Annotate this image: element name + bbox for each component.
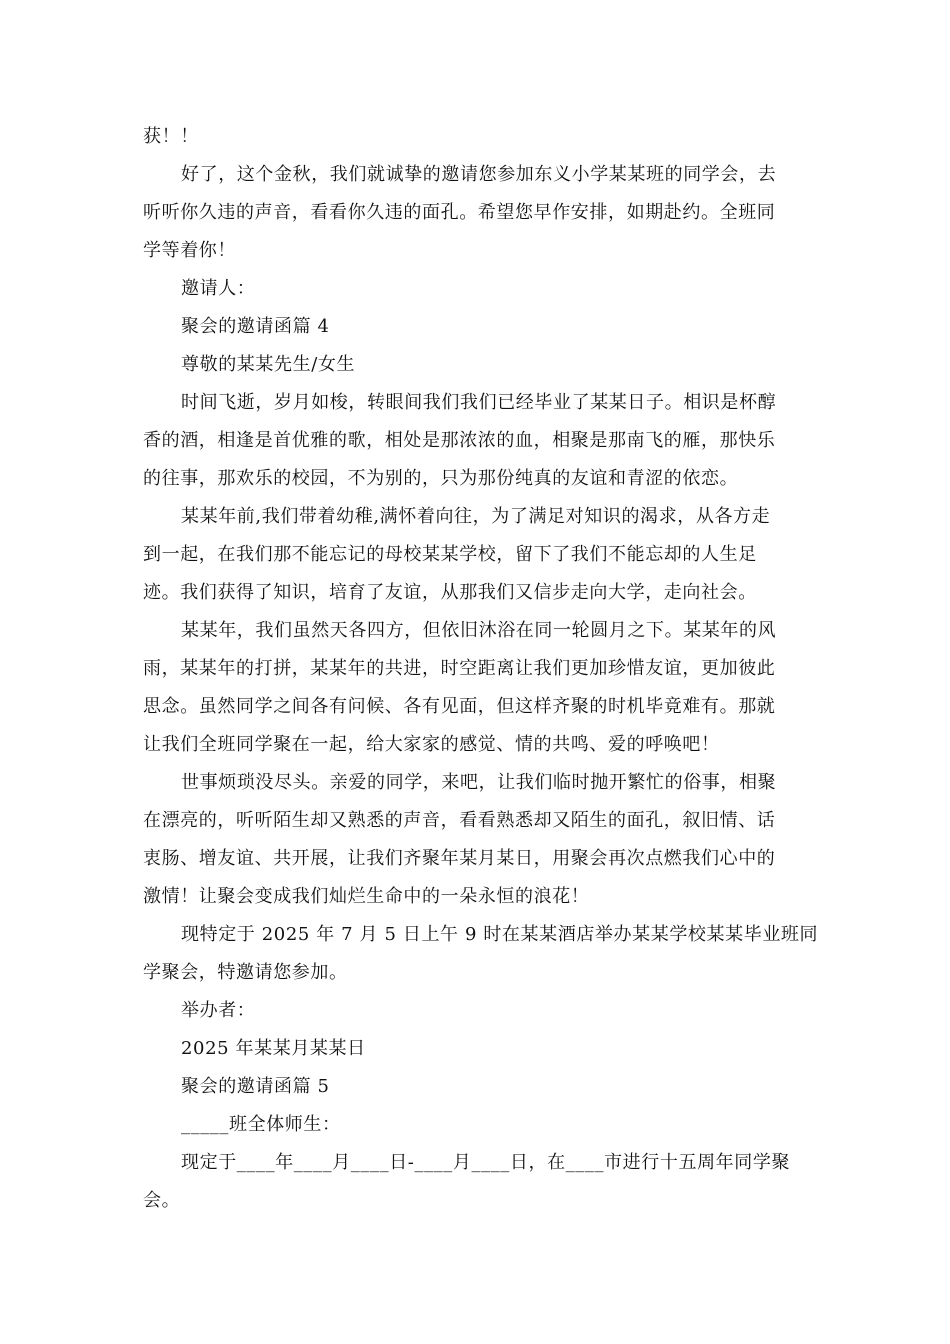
- text-line: 衷肠、增友谊、共开展，让我们齐聚年某月某日，用聚会再次点燃我们心中的: [143, 848, 776, 869]
- text-line: 雨，某某年的打拼，某某年的共进，时空距离让我们更加珍惜友谊，更加彼此: [143, 658, 776, 679]
- text-line: 的往事，那欢乐的校园，不为别的，只为那份纯真的友谊和青涩的依恋。: [143, 468, 739, 489]
- text-line: 邀请人：: [181, 278, 256, 299]
- text-line: 到一起，在我们那不能忘记的母校某某学校，留下了我们不能忘却的人生足: [143, 544, 757, 565]
- text-line: 会。: [143, 1190, 181, 1211]
- text-line: 思念。虽然同学之间各有问候、各有见面，但这样齐聚的时机毕竟难有。那就: [143, 696, 776, 717]
- text-line: 迹。我们获得了知识，培育了友谊，从那我们又信步走向大学，走向社会。: [143, 582, 757, 603]
- text-line: 时间飞逝，岁月如梭，转眼间我们我们已经毕业了某某日子。相识是杯醇: [181, 392, 777, 413]
- text-line: 现特定于 2025 年 7 月 5 日上午 9 时在某某酒店举办某某学校某某毕业班同: [181, 924, 819, 945]
- text-line: 2025 年某某月某某日: [181, 1038, 366, 1059]
- text-line: 世事烦琐没尽头。亲爱的同学，来吧，让我们临时抛开繁忙的俗事，相聚: [181, 772, 777, 793]
- document-body: [143, 118, 819, 1220]
- text-line: 让我们全班同学聚在一起，给大家家的感觉、情的共鸣、爱的呼唤吧！: [143, 734, 720, 755]
- text-line: 聚会的邀请函篇 4: [181, 316, 330, 337]
- text-line: 在漂亮的，听听陌生却又熟悉的声音，看看熟悉却又陌生的面孔，叙旧情、话: [143, 810, 776, 831]
- text-line: 激情！让聚会变成我们灿烂生命中的一朵永恒的浪花！: [143, 886, 590, 907]
- text-line: 某某年，我们虽然天各四方，但依旧沐浴在同一轮圆月之下。某某年的风: [181, 620, 777, 641]
- text-line: 现定于____年____月____日-____月____日，在____市进行十五周年同学聚: [181, 1152, 791, 1173]
- text-line: 听听你久违的声音，看看你久违的面孔。希望您早作安排，如期赴约。全班同: [143, 202, 776, 223]
- text-line: 学等着你！: [143, 240, 236, 261]
- text-line: _____班全体师生：: [181, 1114, 341, 1135]
- text-line: 某某年前,我们带着幼稚,满怀着向往，为了满足对知识的渴求，从各方走: [181, 506, 771, 527]
- text-line: 举办者：: [181, 1000, 256, 1021]
- text-line: 学聚会，特邀请您参加。: [143, 962, 348, 983]
- text-line: 聚会的邀请函篇 5: [181, 1076, 330, 1097]
- text-line: 好了，这个金秋，我们就诚挚的邀请您参加东义小学某某班的同学会，去: [181, 164, 777, 185]
- text-line: 获！！: [143, 126, 199, 147]
- text-line: 尊敬的某某先生/女生: [181, 354, 356, 375]
- text-line: 香的酒，相逢是首优雅的歌，相处是那浓浓的血，相聚是那南飞的雁，那快乐: [143, 430, 776, 451]
